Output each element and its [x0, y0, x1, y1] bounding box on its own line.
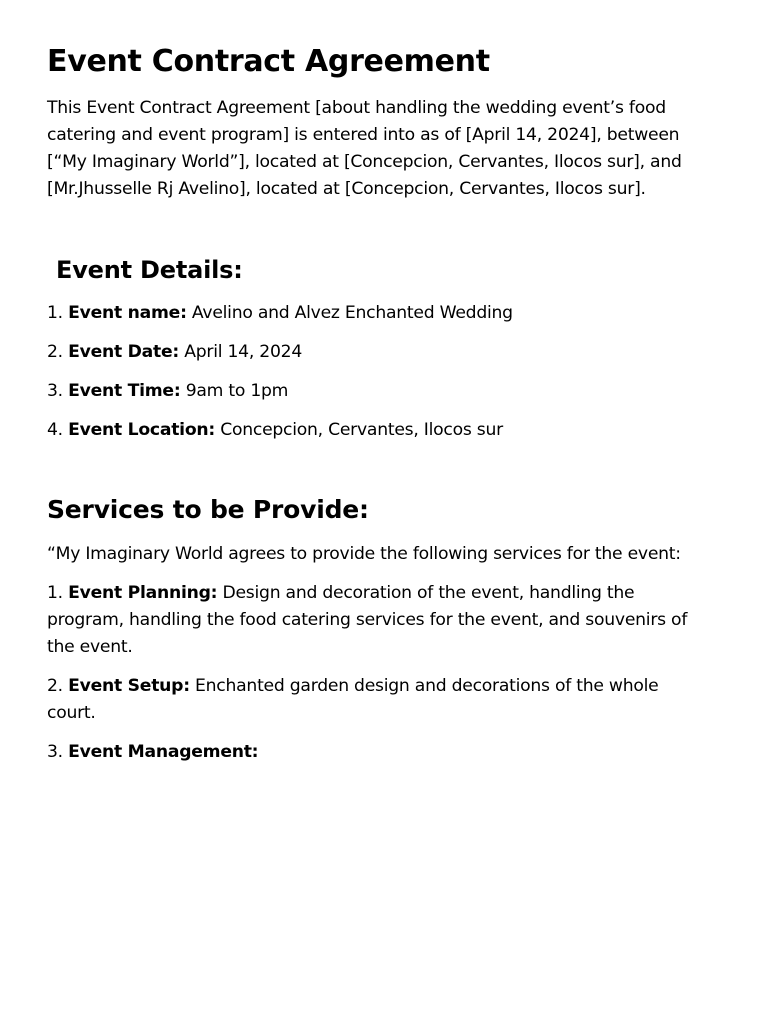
- item-number: 4.: [47, 420, 63, 441]
- service-item: [47, 580, 698, 661]
- item-label: Event name:: [68, 303, 187, 324]
- item-value: April 14, 2024: [184, 342, 303, 363]
- intro-paragraph: This Event Contract Agreement [about handling the wedding event’s food catering and event program] is entered into as of [April 14, 2024], between [“My Imaginary World”], located at [Concepcion, Cervantes, Ilocos sur], and [Mr.Jhusselle Rj Avelino], located at [Concepcion, Cervantes, Ilocos sur].: [47, 98, 682, 199]
- event-detail-item: [47, 417, 698, 444]
- item-value: Design and decoration of the event, handling the program, handling the food catering services for the event, and souvenirs of the event.: [47, 582, 688, 657]
- document-title: Event Contract Agreement: [47, 44, 490, 79]
- item-label: Event Planning:: [68, 582, 218, 603]
- item-number: 1.: [47, 582, 63, 603]
- service-item: [47, 673, 698, 727]
- services-intro: “My Imaginary World agrees to provide the following services for the event:: [47, 543, 681, 564]
- item-number: 2.: [47, 342, 63, 363]
- item-value: Avelino and Alvez Enchanted Wedding: [191, 303, 513, 324]
- item-number: 3.: [47, 741, 63, 762]
- item-value: Concepcion, Cervantes, Ilocos sur: [220, 420, 503, 441]
- services-heading: Services to be Provide:: [47, 495, 369, 525]
- item-label: Event Time:: [68, 381, 181, 402]
- item-label: Event Location:: [68, 420, 215, 441]
- item-label: Event Date:: [68, 342, 180, 363]
- item-number: 3.: [47, 381, 63, 402]
- item-value: Enchanted garden design and decorations of the whole court.: [47, 675, 659, 723]
- service-item: [47, 739, 698, 766]
- event-details-heading: Event Details:: [56, 256, 243, 284]
- event-detail-item: [47, 378, 698, 405]
- event-detail-item: [47, 300, 698, 327]
- event-detail-item: [47, 339, 698, 366]
- item-number: 1.: [47, 303, 63, 324]
- item-number: 2.: [47, 675, 63, 696]
- item-label: Event Management:: [68, 741, 259, 762]
- item-label: Event Setup:: [68, 675, 190, 696]
- item-value: 9am to 1pm: [185, 381, 289, 402]
